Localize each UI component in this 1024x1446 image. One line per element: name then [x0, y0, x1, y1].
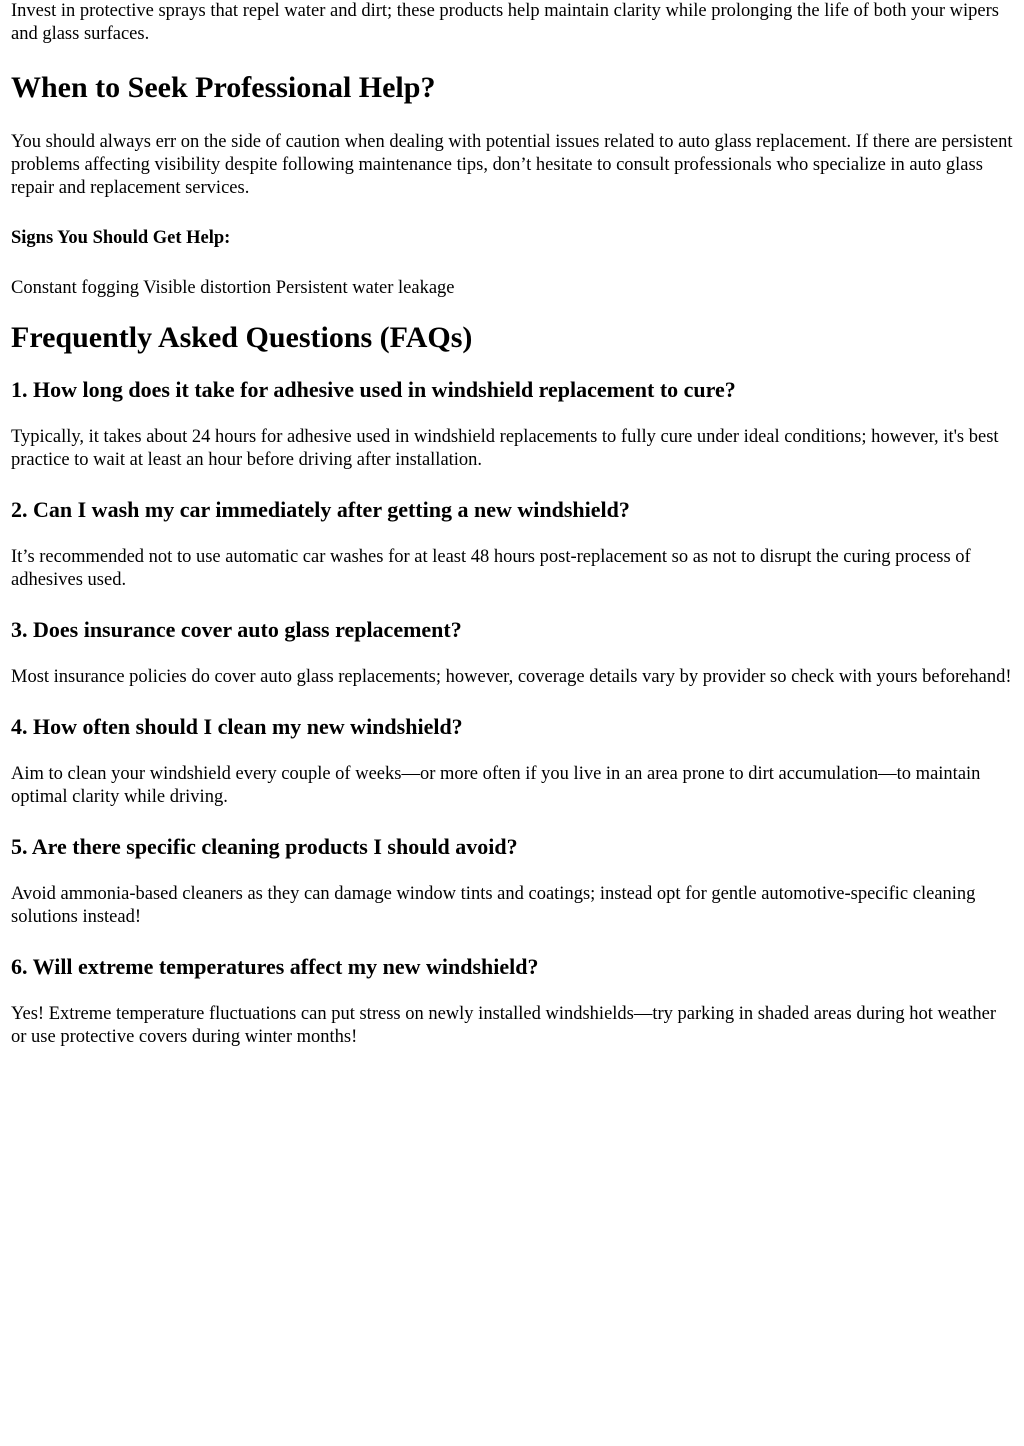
faq-answer-6: Yes! Extreme temperature fluctuations can put stress on newly installed windshields—try parking in shaded areas during hot weather or use protective covers during winter months! [11, 1004, 997, 1047]
faq-question-3: 3. Does insurance cover auto glass replacement? [11, 617, 462, 642]
faq-question-5: 5. Are there specific cleaning products I should avoid? [11, 834, 518, 859]
faq-question-6: 6. Will extreme temperatures affect my new windshield? [11, 954, 539, 979]
professional-help-paragraph: You should always err on the side of caution when dealing with potential issues related to auto glass replacement. If there are persistent problems affecting visibility despite following maintenance tips, don’t hesitate to consult professionals who specialize in auto glass repair and replacement services. [11, 132, 1013, 198]
signs-heading: Signs You Should Get Help: [11, 228, 231, 248]
faq-answer-5: Avoid ammonia-based cleaners as they can damage window tints and coatings; instead opt for gentle automotive-specific cleaning solutions instead! [11, 884, 976, 927]
faq-answer-1: Typically, it takes about 24 hours for adhesive used in windshield replacements to fully cure under ideal conditions; however, it's best practice to wait at least an hour before driving after installation. [11, 427, 999, 470]
faq-question-1: 1. How long does it take for adhesive used in windshield replacement to cure? [11, 377, 736, 402]
faq-question-4: 4. How often should I clean my new windshield? [11, 714, 463, 739]
professional-help-heading: When to Seek Professional Help? [11, 71, 436, 104]
faq-answer-3: Most insurance policies do cover auto glass replacements; however, coverage details vary by provider so check with yours beforehand! [11, 667, 1012, 687]
faq-answer-4: Aim to clean your windshield every couple of weeks—or more often if you live in an area prone to dirt accumulation—to maintain optimal clarity while driving. [11, 764, 981, 807]
faq-question-2: 2. Can I wash my car immediately after getting a new windshield? [11, 497, 630, 522]
signs-text: Constant fogging Visible distortion Persistent water leakage [11, 278, 455, 298]
faq-answer-2: It’s recommended not to use automatic car washes for at least 48 hours post-replacement so as not to disrupt the curing process of adhesives used. [11, 547, 971, 590]
faq-heading: Frequently Asked Questions (FAQs) [11, 321, 473, 354]
intro-paragraph: Invest in protective sprays that repel water and dirt; these products help maintain clarity while prolonging the life of both your wipers and glass surfaces. [11, 1, 999, 44]
